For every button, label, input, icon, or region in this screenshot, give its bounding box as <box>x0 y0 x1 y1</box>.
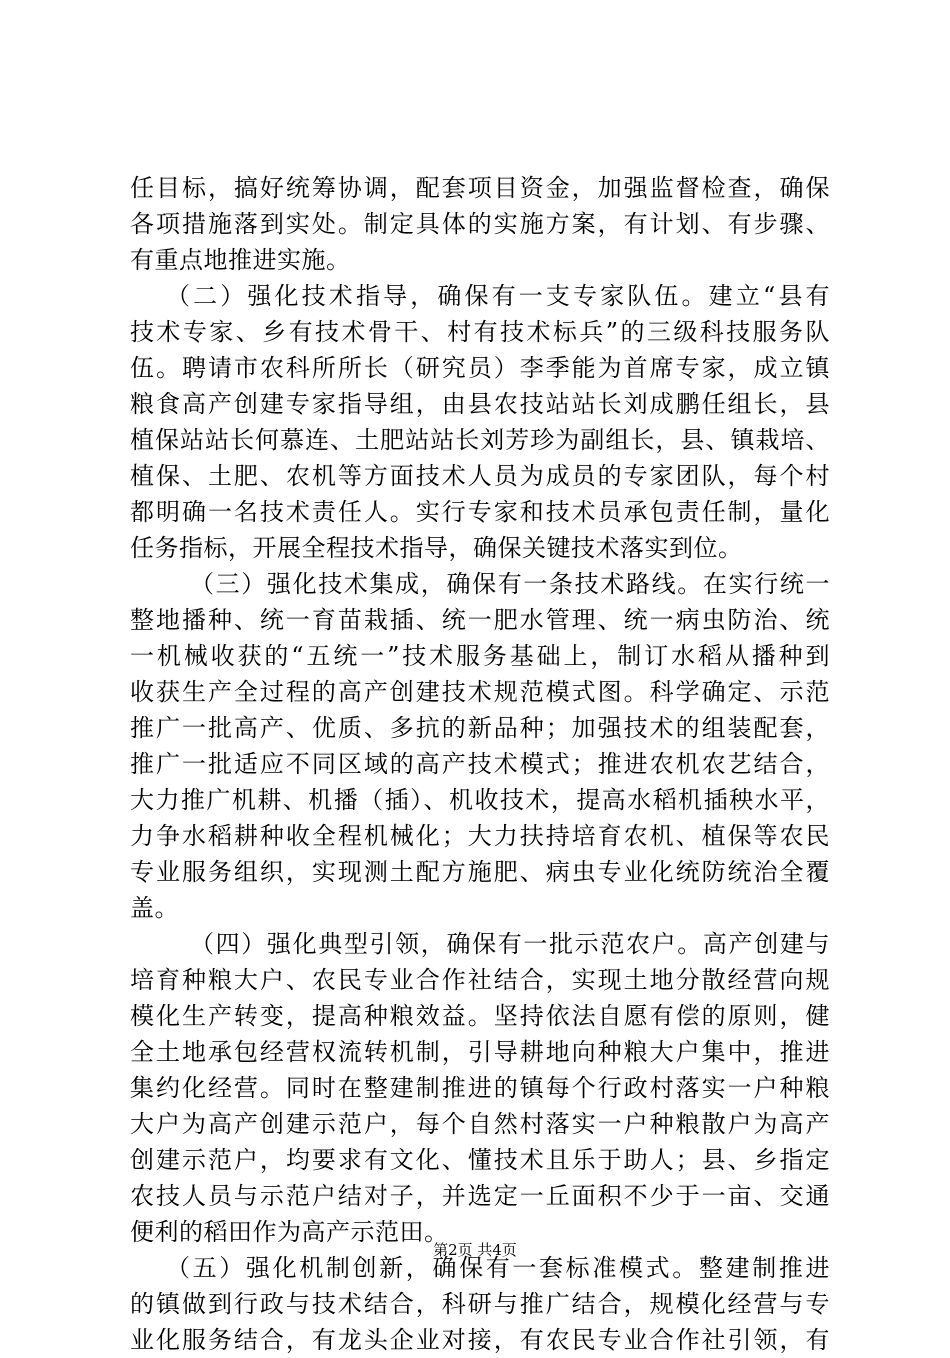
text-line: 都明确一名技术责任人。实行专家和技术员承包责任制，量化 <box>130 498 830 526</box>
text-line: 农技人员与示范户结对子，并选定一丘面积不少于一亩、交通 <box>130 1182 830 1210</box>
text-line: 任务指标，开展全程技术指导，确保关键技术落实到位。 <box>130 534 743 562</box>
document-body <box>130 170 830 1358</box>
text-line: 大力推广机耕、机播（插）、机收技术，提高水稻机插秧水平， <box>130 786 830 814</box>
text-line: （三）强化技术集成，确保有一条技术路线。在实行统一 <box>190 570 830 598</box>
text-line: 大户为高产创建示范户，每个自然村落实一户种粮散户为高产 <box>130 1110 830 1138</box>
text-line: 力争水稻耕种收全程机械化；大力扶持培育农机、植保等农民 <box>130 822 830 850</box>
text-line: 全土地承包经营权流转机制，引导耕地向种粮大户集中，推进 <box>130 1038 830 1066</box>
text-line: 集约化经营。同时在整建制推进的镇每个行政村落实一户种粮 <box>130 1074 830 1102</box>
text-line: 推广一批适应不同区域的高产技术模式；推进农机农艺结合， <box>130 750 830 778</box>
text-line: 专业服务组织，实现测土配方施肥、病虫专业化统防统治全覆 <box>130 858 830 886</box>
text-line: 收获生产全过程的高产创建技术规范模式图。科学确定、示范 <box>130 678 830 706</box>
text-line: 一机械收获的“五统一”技术服务基础上，制订水稻从播种到 <box>130 642 830 670</box>
text-line: 的镇做到行政与技术结合，科研与推广结合，规模化经营与专 <box>130 1290 830 1318</box>
text-line: 整地播种、统一育苗栽插、统一肥水管理、统一病虫防治、统 <box>130 606 830 634</box>
page-footer: 第2页 共4页 <box>433 1241 517 1259</box>
text-line: 粮食高产创建专家指导组，由县农技站站长刘成鹏任组长，县 <box>130 390 830 418</box>
text-line: 业化服务结合，有龙头企业对接，有农民专业合作社引领，有 <box>130 1326 830 1354</box>
text-line: 植保站站长何慕连、土肥站站长刘芳珍为副组长，县、镇栽培、 <box>130 426 830 454</box>
text-line: 培育种粮大户、农民专业合作社结合，实现土地分散经营向规 <box>130 966 830 994</box>
text-line: 模化生产转变，提高种粮效益。坚持依法自愿有偿的原则，健 <box>130 1002 830 1030</box>
text-line: （二）强化技术指导，确保有一支专家队伍。建立“县有 <box>166 282 830 310</box>
text-line: 便利的稻田作为高产示范田。 <box>130 1218 449 1246</box>
text-line: 植保、土肥、农机等方面技术人员为成员的专家团队，每个村 <box>130 462 830 490</box>
text-line: 盖。 <box>130 894 179 922</box>
text-line: （四）强化典型引领，确保有一批示范农户。高产创建与 <box>190 930 830 958</box>
text-line: 有重点地推进实施。 <box>130 246 351 274</box>
text-line: 技术专家、乡有技术骨干、村有技术标兵”的三级科技服务队 <box>130 318 830 346</box>
text-line: 创建示范户，均要求有文化、懂技术且乐于助人；县、乡指定 <box>130 1146 830 1174</box>
text-line: 推广一批高产、优质、多抗的新品种；加强技术的组装配套， <box>130 714 830 742</box>
text-line: （五）强化机制创新，确保有一套标准模式。整建制推进 <box>166 1254 830 1282</box>
text-line: 各项措施落到实处。制定具体的实施方案，有计划、有步骤、 <box>130 210 830 238</box>
text-line: 任目标，搞好统筹协调，配套项目资金，加强监督检查，确保 <box>130 174 830 202</box>
text-line: 伍。聘请市农科所所长（研究员）李季能为首席专家，成立镇 <box>130 354 830 382</box>
